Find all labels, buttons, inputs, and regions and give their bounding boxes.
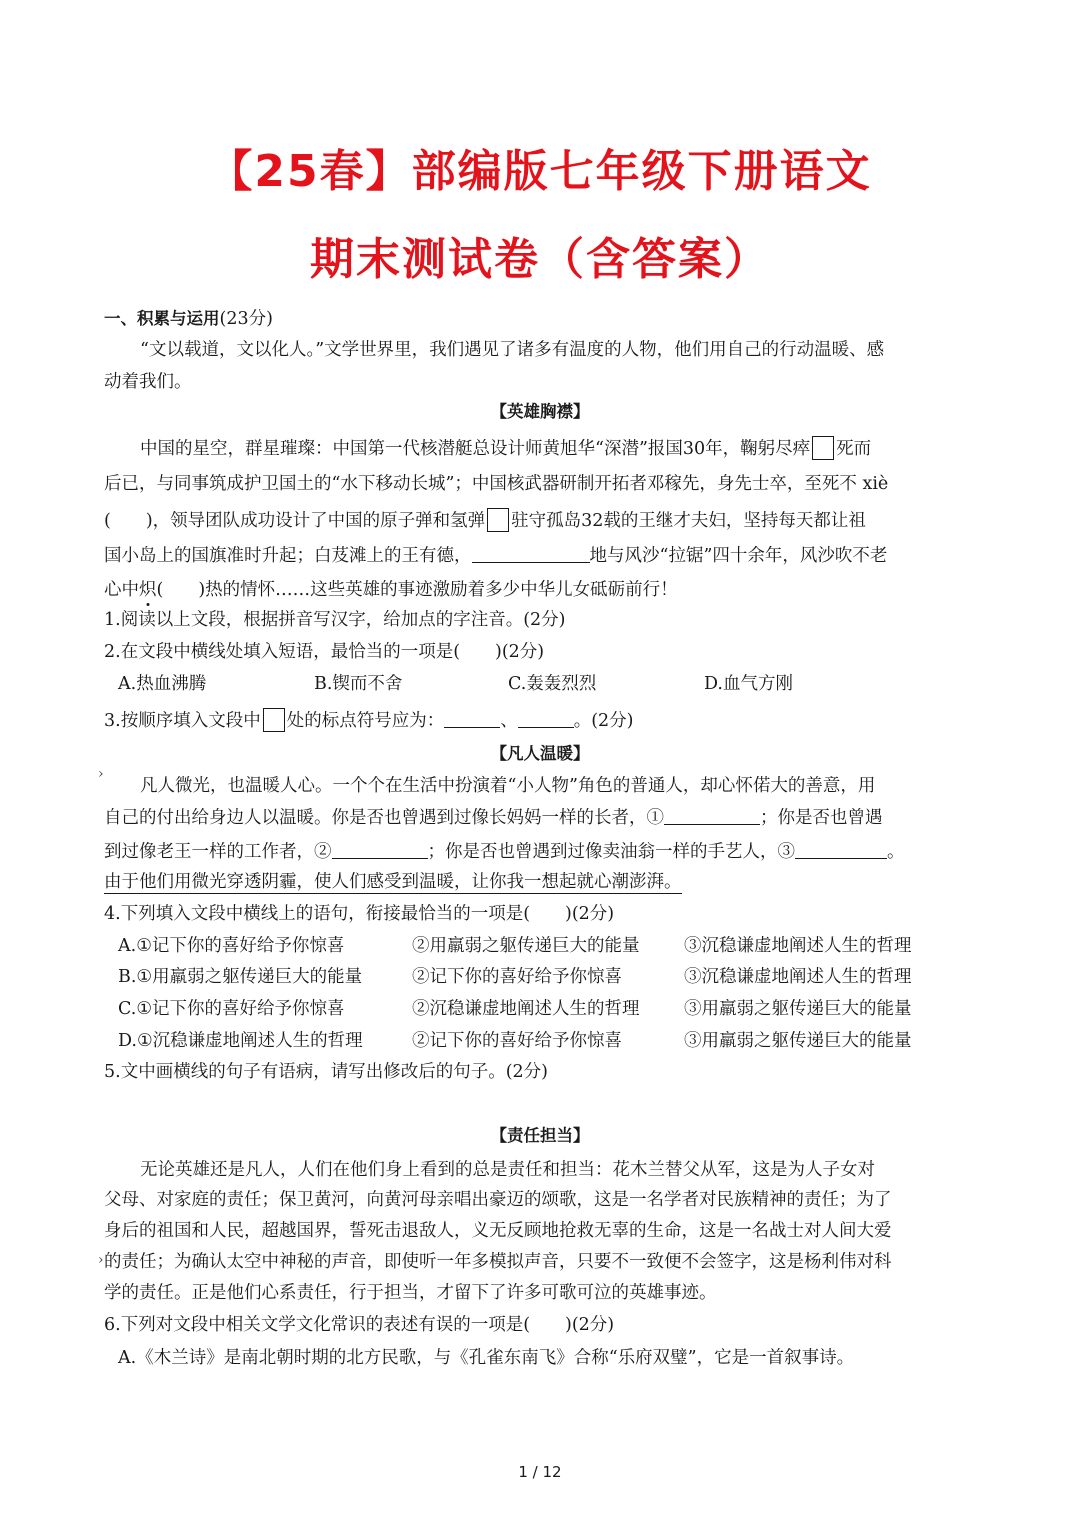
part1-text: 地与风沙“拉锯”四十余年，风沙吹不老 (589, 546, 888, 566)
document-title-line1: 【25春】部编版七年级下册语文 (208, 146, 872, 197)
part1-para-line-1 (140, 436, 871, 461)
q4-option-c-2: ②沉稳谦虚地阐述人生的哲理 (412, 999, 640, 1019)
question-2: 2.在文段中横线处填入短语，最恰当的一项是( )(2分) (104, 642, 545, 662)
q4-option-a-2: ②用羸弱之躯传递巨大的能量 (412, 936, 640, 956)
q4-option-d-2: ②记下你的喜好给予你惊喜 (412, 1031, 622, 1051)
answer-blank[interactable] (472, 545, 590, 563)
q2-option-a[interactable]: A.热血沸腾 (118, 674, 207, 694)
q4-option-b-1[interactable]: B.①用羸弱之躯传递巨大的能量 (118, 967, 363, 987)
part2-para-line-3 (104, 840, 905, 864)
part-heading-ordinary: 【凡人温暖】 (490, 744, 590, 763)
part1-text: 驻守孤岛32载的王继才夫妇，坚持每天都让祖 (511, 511, 866, 531)
q6-option-a[interactable]: A.《木兰诗》是南北朝时期的北方民歌，与《孔雀东南飞》合称“乐府双璧”，它是一首叙事诗。 (118, 1348, 855, 1368)
part1-text: 国小岛上的国旗准时升起；白芨滩上的王有德， (104, 546, 472, 566)
part2-para-line-2 (104, 806, 883, 830)
answer-blank-2[interactable] (332, 841, 428, 859)
part2-text: ；你是否也曾遇到过像卖油翁一样的手艺人，③ (427, 842, 795, 862)
part3-para-line-2: 父母、对家庭的责任；保卫黄河，向黄河母亲唱出豪迈的颂歌，这是一名学者对民族精神的责任；为了 (104, 1190, 892, 1210)
part1-para-line-5 (104, 578, 678, 602)
page-number: 1 / 12 (518, 1463, 562, 1481)
margin-mark: › (98, 1252, 104, 1268)
part3-para-line-5: 学的责任。正是他们心系责任，行于担当，才留下了许多可歌可泣的英雄事迹。 (104, 1283, 717, 1303)
answer-blank-1[interactable] (664, 807, 760, 825)
dotted-character: 炽 (139, 580, 157, 600)
part1-para-line-3 (104, 508, 866, 533)
punctuation-box-2[interactable] (487, 508, 509, 532)
part1-para-line-2: 后已，与同事筑成护卫国土的“水下移动长城”；中国核武器研制开拓者邓稼先，身先士卒，至死不 xiè (104, 474, 889, 494)
part2-text: ；你是否也曾遇 (760, 808, 883, 828)
part1-para-line-4 (104, 544, 887, 568)
part2-para-line-4 (104, 870, 682, 894)
margin-mark: › (98, 766, 104, 782)
q3-text: 处的标点符号应为： (286, 711, 445, 731)
section-heading-text: 一、积累与运用 (104, 309, 220, 328)
q3-text: 3.按顺序填入文段中 (104, 711, 261, 731)
question-1: 1.阅读以上文段，根据拼音写汉字，给加点的字注音。(2分) (104, 610, 566, 630)
question-6: 6.下列对文段中相关文学文化常识的表述有误的一项是( )(2分) (104, 1315, 615, 1335)
q3-blank-2[interactable] (518, 710, 574, 728)
part1-text: ( )热的情怀……这些英雄的事迹激励着多少中华儿女砥砺前行！ (156, 580, 678, 600)
q4-option-a-3: ③沉稳谦虚地阐述人生的哲理 (684, 936, 912, 956)
q4-option-d-1[interactable]: D.①沉稳谦虚地阐述人生的哲理 (118, 1031, 363, 1051)
q4-option-b-3: ③沉稳谦虚地阐述人生的哲理 (684, 967, 912, 987)
section-heading (104, 307, 273, 331)
punctuation-box-ref (263, 708, 285, 732)
q3-separator: 、 (500, 711, 518, 731)
part-heading-responsibility: 【责任担当】 (490, 1126, 590, 1145)
part1-text: 死而 (836, 439, 872, 459)
part2-text: 。 (887, 842, 905, 862)
q4-option-d-3: ③用羸弱之躯传递巨大的能量 (684, 1031, 912, 1051)
document-title-line2: 期末测试卷（含答案） (310, 234, 770, 285)
part3-para-line-1: 无论英雄还是凡人，人们在他们身上看到的总是责任和担当：花木兰替父从军，这是为人子女对 (140, 1160, 875, 1180)
section-score: (23分) (219, 309, 273, 329)
part3-para-line-3: 身后的祖国和人民，超越国界，誓死击退敌人，义无反顾地抢救无辜的生命，这是一名战士对人间大爱 (104, 1221, 892, 1241)
intro-line-1: “文以载道，文以化人。”文学世界里，我们遇见了诸多有温度的人物，他们用自己的行动温暖、感 (140, 340, 885, 360)
punctuation-box-1[interactable] (812, 436, 834, 460)
q2-option-b[interactable]: B.锲而不舍 (314, 674, 403, 694)
underlined-sentence: 由于他们用微光穿透阴霾，使人们感受到温暖，让你我一想起就心潮澎湃。 (104, 872, 682, 892)
part1-text: ( )，领导团队成功设计了中国的原子弹和氢弹 (104, 511, 486, 531)
q4-option-b-2: ②记下你的喜好给予你惊喜 (412, 967, 622, 987)
intro-line-2: 动着我们。 (104, 372, 192, 392)
q4-option-c-3: ③用羸弱之躯传递巨大的能量 (684, 999, 912, 1019)
q3-score: 。(2分) (573, 711, 634, 731)
question-4: 4.下列填入文段中横线上的语句，衔接最恰当的一项是( )(2分) (104, 904, 615, 924)
q2-option-d[interactable]: D.血气方刚 (704, 674, 793, 694)
answer-blank-3[interactable] (795, 841, 887, 859)
part2-para-line-1: 凡人微光，也温暖人心。一个个在生活中扮演着“小人物”角色的普通人，却心怀偌大的善意，用 (140, 776, 876, 796)
part3-para-line-4: 的责任；为确认太空中神秘的声音，即使听一年多模拟声音，只要不一致便不会签字，这是杨利伟对科 (104, 1252, 892, 1272)
part1-text: 心中 (104, 580, 139, 600)
question-3 (104, 708, 634, 733)
q4-option-a-1[interactable]: A.①记下你的喜好给予你惊喜 (118, 936, 345, 956)
part-heading-heroes: 【英雄胸襟】 (490, 402, 590, 421)
part2-text: 到过像老王一样的工作者，② (104, 842, 332, 862)
question-5: 5.文中画横线的句子有语病，请写出修改后的句子。(2分) (104, 1062, 548, 1082)
q4-option-c-1[interactable]: C.①记下你的喜好给予你惊喜 (118, 999, 345, 1019)
q3-blank-1[interactable] (444, 710, 500, 728)
part1-text: 中国的星空，群星璀璨：中国第一代核潜艇总设计师黄旭华“深潜”报国30年，鞠躬尽瘁 (140, 439, 811, 459)
q2-option-c[interactable]: C.轰轰烈烈 (508, 674, 597, 694)
part2-text: 自己的付出给身边人以温暖。你是否也曾遇到过像长妈妈一样的长者，① (104, 808, 664, 828)
